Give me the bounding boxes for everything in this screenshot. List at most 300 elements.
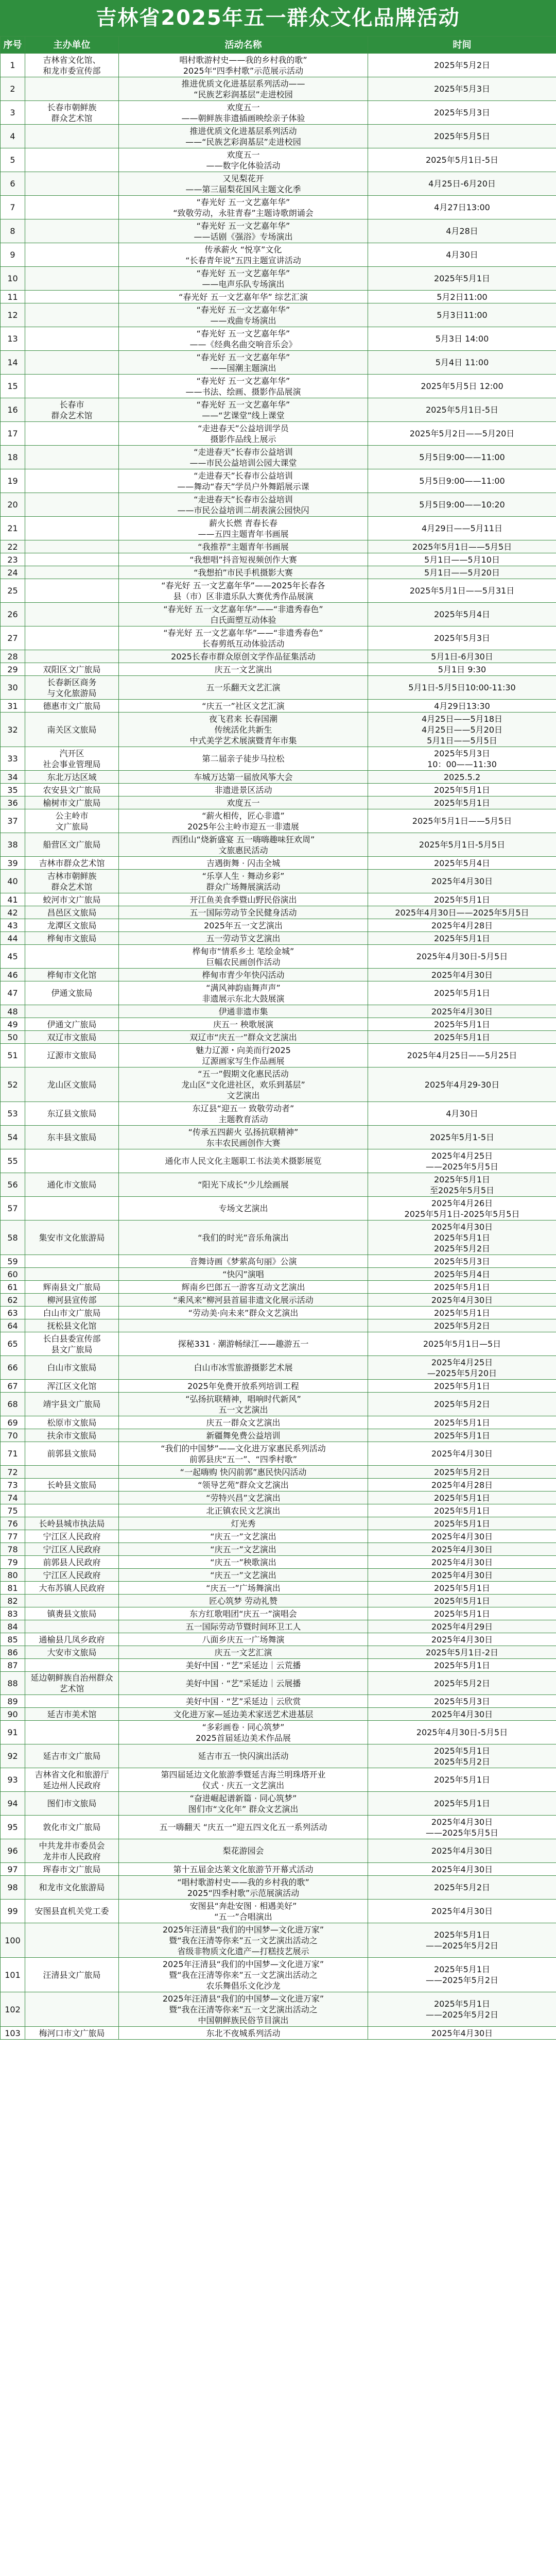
cell-organizer (25, 566, 119, 579)
cell-no: 48 (1, 1005, 25, 1018)
table-row (1, 1768, 556, 1792)
cell-event-name: 伊通非遗市集 (119, 1005, 368, 1018)
table-row (1, 1307, 556, 1319)
cell-time: 2025年5月1日 2025年5月2日 (368, 1744, 556, 1768)
cell-time: 2025年5月1日-2日 (368, 1646, 556, 1659)
cell-event-name: “春光好 五一文艺嘉年华” ——《经典名曲交响音乐会》 (119, 327, 368, 351)
events-table (0, 36, 556, 2040)
table-row (1, 1900, 556, 1923)
cell-organizer (25, 1659, 119, 1672)
table-row (1, 267, 556, 291)
cell-event-name: “走进春天”长春市公益培训 ——舞动“春天”学员户外舞蹈展示课 (119, 469, 368, 493)
cell-time: 4月29日——5月11日 (368, 517, 556, 540)
table-row (1, 77, 556, 101)
cell-no: 91 (1, 1721, 25, 1744)
cell-event-name: “满风神韵庙舞声声” 非遗展示东北大鼓展演 (119, 981, 368, 1005)
cell-event-name: “春光好 五一文艺嘉年华”——2025年长春各 县（市）区非遗乐队大赛优秀作品展演 (119, 579, 368, 603)
cell-event-name: “劳动美·向未来”群众文艺演出 (119, 1307, 368, 1319)
cell-no: 79 (1, 1556, 25, 1569)
cell-event-name: 桦甸市“情系乡土 笔绘金城” 巨幅农民画创作活动 (119, 945, 368, 969)
cell-organizer: 延吉市美术馆 (25, 1708, 119, 1721)
cell-time: 4月29日13:30 (368, 700, 556, 713)
cell-time: 2025年4月30日 (368, 1900, 556, 1923)
cell-time: 2025年5月1日-5月5日 (368, 833, 556, 857)
cell-time: 2025年5月1日 (368, 1595, 556, 1607)
cell-no: 70 (1, 1429, 25, 1442)
table-row (1, 579, 556, 603)
table-row (1, 1044, 556, 1067)
cell-event-name: “领导艺苑”群众文艺演出 (119, 1479, 368, 1492)
cell-event-name: 庆五一群众文艺演出 (119, 1416, 368, 1429)
cell-no: 92 (1, 1744, 25, 1768)
cell-event-name: “春光好 五一文艺嘉年华” ——话剧《强浴》专场演出 (119, 219, 368, 243)
cell-event-name: “多彩画卷 · 同心筑梦” 2025首届延边美术作品展 (119, 1721, 368, 1744)
cell-time: 2025年5月1日——5月5日 (368, 540, 556, 553)
table-row (1, 1517, 556, 1530)
cell-time: 5月3日11:00 (368, 303, 556, 327)
cell-organizer (25, 1255, 119, 1268)
table-row (1, 1633, 556, 1646)
cell-event-name: “我推荐”主题青年书画展 (119, 540, 368, 553)
cell-event-name: 2025长春市群众原创文学作品征集活动 (119, 650, 368, 663)
cell-organizer (25, 196, 119, 219)
cell-time: 2025年4月30日-5月5日 (368, 945, 556, 969)
table-row (1, 1221, 556, 1255)
cell-organizer (25, 77, 119, 101)
cell-event-name: 美好中国 · “艺”采延边｜云展播 (119, 1672, 368, 1695)
cell-event-name: 桦甸市青少年快闪活动 (119, 969, 368, 981)
cell-no: 9 (1, 243, 25, 267)
cell-event-name: 延吉市五一快闪演出活动 (119, 1744, 368, 1768)
cell-event-name: “春光好 五一文艺嘉年华” ——国潮主题演出 (119, 351, 368, 375)
cell-organizer: 东北万达区域 (25, 771, 119, 784)
cell-no: 62 (1, 1294, 25, 1307)
cell-no: 36 (1, 796, 25, 809)
cell-time: 2025年5月1日 ——2025年5月2日 (368, 1923, 556, 1958)
cell-no: 97 (1, 1863, 25, 1876)
table-row (1, 1442, 556, 1466)
cell-event-name: “庆五一”广场舞演出 (119, 1582, 368, 1595)
cell-no: 81 (1, 1582, 25, 1595)
cell-organizer: 南关区文旅局 (25, 713, 119, 747)
cell-time: 2025年5月3日 (368, 77, 556, 101)
cell-event-name: “劳特兴昌”文艺演出 (119, 1492, 368, 1504)
cell-event-name: 2025年五一文艺演出 (119, 919, 368, 932)
cell-no: 17 (1, 422, 25, 446)
cell-time: 2025年4月28日 (368, 919, 556, 932)
cell-time: 2025年5月1-5日 (368, 1126, 556, 1149)
cell-organizer: 前郭县人民政府 (25, 1556, 119, 1569)
cell-time: 2025年5月1日 (368, 1031, 556, 1044)
table-row (1, 2027, 556, 2040)
cell-time: 2025年5月4日 (368, 1268, 556, 1281)
cell-time: 5月5日9:00——11:00 (368, 469, 556, 493)
cell-organizer (25, 327, 119, 351)
table-header (1, 37, 556, 54)
cell-time: 2025年5月2日 (368, 1466, 556, 1479)
table-row (1, 945, 556, 969)
table-row (1, 517, 556, 540)
cell-time: 2025年4月30日 (368, 1294, 556, 1307)
cell-organizer: 安图县直机关党工委 (25, 1900, 119, 1923)
cell-no: 22 (1, 540, 25, 553)
table-row (1, 1695, 556, 1708)
cell-event-name: 双辽市“庆五一”群众文艺演出 (119, 1031, 368, 1044)
cell-organizer (25, 446, 119, 469)
table-row (1, 870, 556, 893)
table-row (1, 1268, 556, 1281)
cell-no: 77 (1, 1530, 25, 1543)
cell-no: 102 (1, 1992, 25, 2027)
cell-organizer (25, 172, 119, 196)
cell-organizer: 龙潭区文旅局 (25, 919, 119, 932)
table-row (1, 663, 556, 676)
table-row (1, 1646, 556, 1659)
cell-time: 2025年5月4日 (368, 603, 556, 626)
cell-time: 2025年5月1日-5日 (368, 148, 556, 172)
cell-organizer: 延吉市文广旅局 (25, 1744, 119, 1768)
cell-organizer (25, 1620, 119, 1633)
cell-organizer: 松原市文旅局 (25, 1416, 119, 1429)
cell-event-name: 庆五一文艺演出 (119, 663, 368, 676)
cell-organizer (25, 303, 119, 327)
cell-time: 2025年4月30日 2025年5月1日 2025年5月2日 (368, 1221, 556, 1255)
table-row (1, 1569, 556, 1582)
table-row (1, 676, 556, 700)
cell-event-name: 庆五一 秧歌展演 (119, 1018, 368, 1031)
cell-organizer (25, 375, 119, 398)
cell-no: 98 (1, 1876, 25, 1900)
cell-no: 57 (1, 1197, 25, 1221)
cell-organizer (25, 650, 119, 663)
cell-organizer: 延边朝鲜族自治州群众艺术馆 (25, 1672, 119, 1695)
table-row (1, 1281, 556, 1294)
cell-organizer (25, 1197, 119, 1221)
cell-event-name: 又见梨花开 ——第三届梨花国风主题文化季 (119, 172, 368, 196)
table-row (1, 446, 556, 469)
cell-time: 2025年4月30日 (368, 1569, 556, 1582)
cell-time: 2025年4月26日 2025年5月1日-2025年5月5日 (368, 1197, 556, 1221)
cell-time: 2025年5月1日 (368, 1416, 556, 1429)
cell-time: 2025年4月30日——2025年5月5日 (368, 906, 556, 919)
cell-organizer: 长白县委宣传部 县文广旅局 (25, 1332, 119, 1356)
cell-no: 53 (1, 1102, 25, 1126)
cell-organizer: 长岭县城市执法局 (25, 1517, 119, 1530)
cell-no: 80 (1, 1569, 25, 1582)
cell-no: 28 (1, 650, 25, 663)
table-row (1, 291, 556, 303)
cell-no: 35 (1, 784, 25, 796)
header-time: 时间 (368, 37, 556, 54)
cell-no: 75 (1, 1504, 25, 1517)
cell-event-name: 薪火长燃 青春长春 ——五四主题青年书画展 (119, 517, 368, 540)
cell-organizer: 长春市 群众艺术馆 (25, 398, 119, 422)
cell-no: 43 (1, 919, 25, 932)
cell-event-name: 东辽县“迎五一 致敬劳动者” 主题教育活动 (119, 1102, 368, 1126)
cell-organizer: 桦甸市文化馆 (25, 969, 119, 981)
cell-organizer: 辽源市文旅局 (25, 1044, 119, 1067)
cell-time: 2025年4月30日 (368, 1839, 556, 1863)
cell-time: 2025年5月1日 (368, 932, 556, 945)
cell-no: 27 (1, 626, 25, 650)
cell-event-name: 文化进万家—延边美术家送艺术进基层 (119, 1708, 368, 1721)
cell-time: 2025年5月1日 (368, 784, 556, 796)
cell-time: 2025年5月2日 (368, 1319, 556, 1332)
cell-no: 76 (1, 1517, 25, 1530)
cell-organizer: 伊通文旅局 (25, 981, 119, 1005)
cell-organizer: 宁江区人民政府 (25, 1530, 119, 1543)
cell-no: 71 (1, 1442, 25, 1466)
cell-event-name: 五一国际劳动节暨时间环卫工人 (119, 1620, 368, 1633)
cell-no: 45 (1, 945, 25, 969)
cell-no: 33 (1, 747, 25, 771)
cell-organizer: 蛟河市文广旅局 (25, 893, 119, 906)
cell-no: 99 (1, 1900, 25, 1923)
cell-organizer: 昌邑区文旅局 (25, 906, 119, 919)
cell-organizer: 梅河口市文广旅局 (25, 2027, 119, 2040)
cell-organizer: 扶余市文旅局 (25, 1429, 119, 1442)
cell-event-name: 唱村歌游村史——我的乡村我的歌” 2025年“四季村歌”示范展示活动 (119, 54, 368, 77)
header-event-name: 活动名称 (119, 37, 368, 54)
cell-organizer (25, 626, 119, 650)
table-row (1, 919, 556, 932)
table-row (1, 603, 556, 626)
cell-time: 2025年5月1日 (368, 1517, 556, 1530)
cell-organizer: 柳河县宣传部 (25, 1294, 119, 1307)
table-row (1, 1504, 556, 1517)
cell-time: 2025年5月3日 10：00——11:30 (368, 747, 556, 771)
cell-time: 2025年5月2日——5月20日 (368, 422, 556, 446)
cell-event-name: 2025年汪清县“我们的中国梦—文化进万家” 暨“我在汪清等你来”五一文艺演出活动之 农乐舞倡乐文化沙龙 (119, 1958, 368, 1992)
table-row (1, 219, 556, 243)
cell-event-name: 2025年汪清县“我们的中国梦—文化进万家” 暨“我在汪清等你来”五一文艺演出活动之 中国朝鲜族民俗节目演出 (119, 1992, 368, 2027)
cell-organizer (25, 553, 119, 566)
cell-organizer (25, 1695, 119, 1708)
table-row (1, 893, 556, 906)
cell-organizer (25, 1492, 119, 1504)
cell-organizer (25, 1268, 119, 1281)
cell-event-name: “春光好 五一文艺嘉年华” ——“艺课堂”线上课堂 (119, 398, 368, 422)
cell-no: 56 (1, 1173, 25, 1197)
cell-time: 5月1日-6月30日 (368, 650, 556, 663)
cell-no: 29 (1, 663, 25, 676)
cell-organizer (25, 493, 119, 517)
cell-event-name: “庆五一”秧歌演出 (119, 1556, 368, 1569)
cell-organizer: 前郭县文旅局 (25, 1442, 119, 1466)
cell-organizer (25, 148, 119, 172)
cell-organizer: 长岭县文旅局 (25, 1479, 119, 1492)
cell-time: 2025年5月3日 (368, 1255, 556, 1268)
cell-no: 11 (1, 291, 25, 303)
header-no: 序号 (1, 37, 25, 54)
table-row (1, 196, 556, 219)
cell-no: 78 (1, 1543, 25, 1556)
cell-time: 2025年5月4日 (368, 857, 556, 870)
cell-no: 13 (1, 327, 25, 351)
table-row (1, 1031, 556, 1044)
cell-no: 61 (1, 1281, 25, 1294)
table-row (1, 1958, 556, 1992)
cell-organizer: 敦化市文广旅局 (25, 1816, 119, 1839)
table-row (1, 327, 556, 351)
cell-event-name: 音舞诗画《梦萦高句丽》公演 (119, 1255, 368, 1268)
table-row (1, 375, 556, 398)
cell-no: 19 (1, 469, 25, 493)
table-row (1, 1863, 556, 1876)
header-organizer: 主办单位 (25, 37, 119, 54)
cell-time: 2025年5月1日 (368, 1659, 556, 1672)
table-row (1, 1659, 556, 1672)
table-row (1, 469, 556, 493)
cell-no: 86 (1, 1646, 25, 1659)
table-row (1, 1429, 556, 1442)
cell-event-name: 灯光秀 (119, 1517, 368, 1530)
cell-no: 64 (1, 1319, 25, 1332)
cell-event-name: “春光好 五一文艺嘉年华”——“非遗秀春色” 长春剪纸互动体验活动 (119, 626, 368, 650)
cell-organizer: 吉林省文化和旅游厅 延边州人民政府 (25, 1768, 119, 1792)
table-row (1, 747, 556, 771)
cell-event-name: 推进优质文化进基层系列活动 ——“民族艺彩润基层”走进校园 (119, 125, 368, 148)
cell-no: 47 (1, 981, 25, 1005)
cell-organizer: 图们市文旅局 (25, 1792, 119, 1816)
cell-event-name: “阳光下成长”少儿绘画展 (119, 1173, 368, 1197)
cell-organizer: 大布苏镇人民政府 (25, 1582, 119, 1595)
cell-time: 2025年4月30日 (368, 1543, 556, 1556)
cell-event-name: 北正镇农民文艺演出 (119, 1504, 368, 1517)
cell-organizer: 东丰县文旅局 (25, 1126, 119, 1149)
cell-time: 2025年4月30日 (368, 1708, 556, 1721)
table-row (1, 1792, 556, 1816)
cell-no: 37 (1, 809, 25, 833)
cell-organizer (25, 1149, 119, 1173)
cell-no: 31 (1, 700, 25, 713)
cell-time: 2025年4月30日 (368, 1863, 556, 1876)
cell-time: 2025年5月3日 (368, 1695, 556, 1708)
cell-event-name: “乐享人生 · 舞动乡彩” 群众广场舞展演活动 (119, 870, 368, 893)
cell-no: 23 (1, 553, 25, 566)
table-row (1, 857, 556, 870)
table-row (1, 932, 556, 945)
table-row (1, 125, 556, 148)
table-row (1, 1380, 556, 1393)
cell-event-name: “走进春天”公益培训学员 摄影作品线上展示 (119, 422, 368, 446)
table-row (1, 784, 556, 796)
cell-event-name: 西团山“烧新盛宴 五一嗨嗨趣味狂欢周” 文旅惠民活动 (119, 833, 368, 857)
table-row (1, 1319, 556, 1332)
cell-organizer (25, 351, 119, 375)
cell-organizer: 白山市文广旅局 (25, 1307, 119, 1319)
cell-event-name: 非遗进景区活动 (119, 784, 368, 796)
cell-event-name: “庆五一”文艺演出 (119, 1530, 368, 1543)
cell-no: 44 (1, 932, 25, 945)
cell-event-name: 夜飞君来 长春国潮 传统活化共新生 中式美学艺术展演暨青年市集 (119, 713, 368, 747)
cell-event-name: 东方红歌唱团“庆五一”演唱会 (119, 1607, 368, 1620)
cell-time: 5月4日 11:00 (368, 351, 556, 375)
cell-organizer: 长春市朝鲜族 群众艺术馆 (25, 101, 119, 125)
cell-time: 2025年4月30日 (368, 1005, 556, 1018)
cell-time: 2025年5月2日 (368, 1876, 556, 1900)
cell-time: 2025年5月1日 (368, 1281, 556, 1294)
cell-time: 4月30日 (368, 243, 556, 267)
table-row (1, 1479, 556, 1492)
cell-no: 2 (1, 77, 25, 101)
cell-event-name: “春光好 五一文艺嘉年华” ——书法、绘画、摄影作品展演 (119, 375, 368, 398)
cell-event-name: 新疆舞免费公益培训 (119, 1429, 368, 1442)
cell-time: 2025年4月30日 (368, 2027, 556, 2040)
cell-organizer: 白山市文旅局 (25, 1356, 119, 1380)
table-row (1, 1744, 556, 1768)
cell-event-name: 通化市人民文化主题职工书法美术摄影展览 (119, 1149, 368, 1173)
cell-no: 14 (1, 351, 25, 375)
cell-organizer: 珲春市文广旅局 (25, 1863, 119, 1876)
cell-event-name: 八面乡庆五一广场舞演 (119, 1633, 368, 1646)
cell-time: 2025年5月1日 ——2025年5月2日 (368, 1992, 556, 2027)
table-row (1, 422, 556, 446)
cell-no: 8 (1, 219, 25, 243)
cell-organizer: 汽开区 社会事业管理局 (25, 747, 119, 771)
cell-organizer: 桦甸市文旅局 (25, 932, 119, 945)
cell-time: 2025年4月30日 (368, 969, 556, 981)
cell-time: 4月27日13:00 (368, 196, 556, 219)
table-row (1, 906, 556, 919)
cell-no: 95 (1, 1816, 25, 1839)
cell-no: 50 (1, 1031, 25, 1044)
cell-organizer: 德惠市文广旅局 (25, 700, 119, 713)
cell-no: 90 (1, 1708, 25, 1721)
cell-no: 10 (1, 267, 25, 291)
cell-time: 2025年4月30日 (368, 1556, 556, 1569)
cell-no: 73 (1, 1479, 25, 1492)
cell-time: 5月1日——5月20日 (368, 566, 556, 579)
cell-organizer (25, 291, 119, 303)
cell-no: 55 (1, 1149, 25, 1173)
cell-time: 5月1日——5月10日 (368, 553, 556, 566)
cell-no: 16 (1, 398, 25, 422)
cell-time: 2025年5月1日——5月5日 (368, 809, 556, 833)
cell-no: 51 (1, 1044, 25, 1067)
cell-event-name: “庆五一”文艺演出 (119, 1569, 368, 1582)
cell-event-name: 庆五一文艺汇演 (119, 1646, 368, 1659)
cell-event-name: 五一国际劳动节全民健身活动 (119, 906, 368, 919)
cell-time: 2025年5月1日—5日 (368, 1332, 556, 1356)
cell-organizer (25, 540, 119, 553)
cell-time: 2025年5月1日 ——2025年5月2日 (368, 1958, 556, 1992)
cell-time: 2025.5.2 (368, 771, 556, 784)
cell-no: 82 (1, 1595, 25, 1607)
cell-organizer: 东辽县文旅局 (25, 1102, 119, 1126)
table-row (1, 553, 556, 566)
table-row (1, 1708, 556, 1721)
cell-organizer: 双辽市文旅局 (25, 1031, 119, 1044)
cell-no: 26 (1, 603, 25, 626)
cell-time: 2025年4月25日 ——2025年5月5日 (368, 1149, 556, 1173)
table-row (1, 351, 556, 375)
cell-organizer: 靖宇县文广旅局 (25, 1393, 119, 1416)
cell-no: 83 (1, 1607, 25, 1620)
table-row (1, 1816, 556, 1839)
cell-event-name: 五一劳动节文艺演出 (119, 932, 368, 945)
table-row (1, 1332, 556, 1356)
cell-event-name: “我想唱”抖音短视频创作大赛 (119, 553, 368, 566)
cell-event-name: “春光好 五一文艺嘉年华” 综艺汇演 (119, 291, 368, 303)
cell-organizer: 集安市文化旅游局 (25, 1221, 119, 1255)
cell-event-name: 推进优质文化进基层系列活动—— “民族艺彩润基层”走进校园 (119, 77, 368, 101)
cell-no: 46 (1, 969, 25, 981)
cell-time: 2025年5月1日 (368, 1429, 556, 1442)
table-row (1, 1197, 556, 1221)
cell-time: 2025年5月5日 12:00 (368, 375, 556, 398)
cell-no: 12 (1, 303, 25, 327)
